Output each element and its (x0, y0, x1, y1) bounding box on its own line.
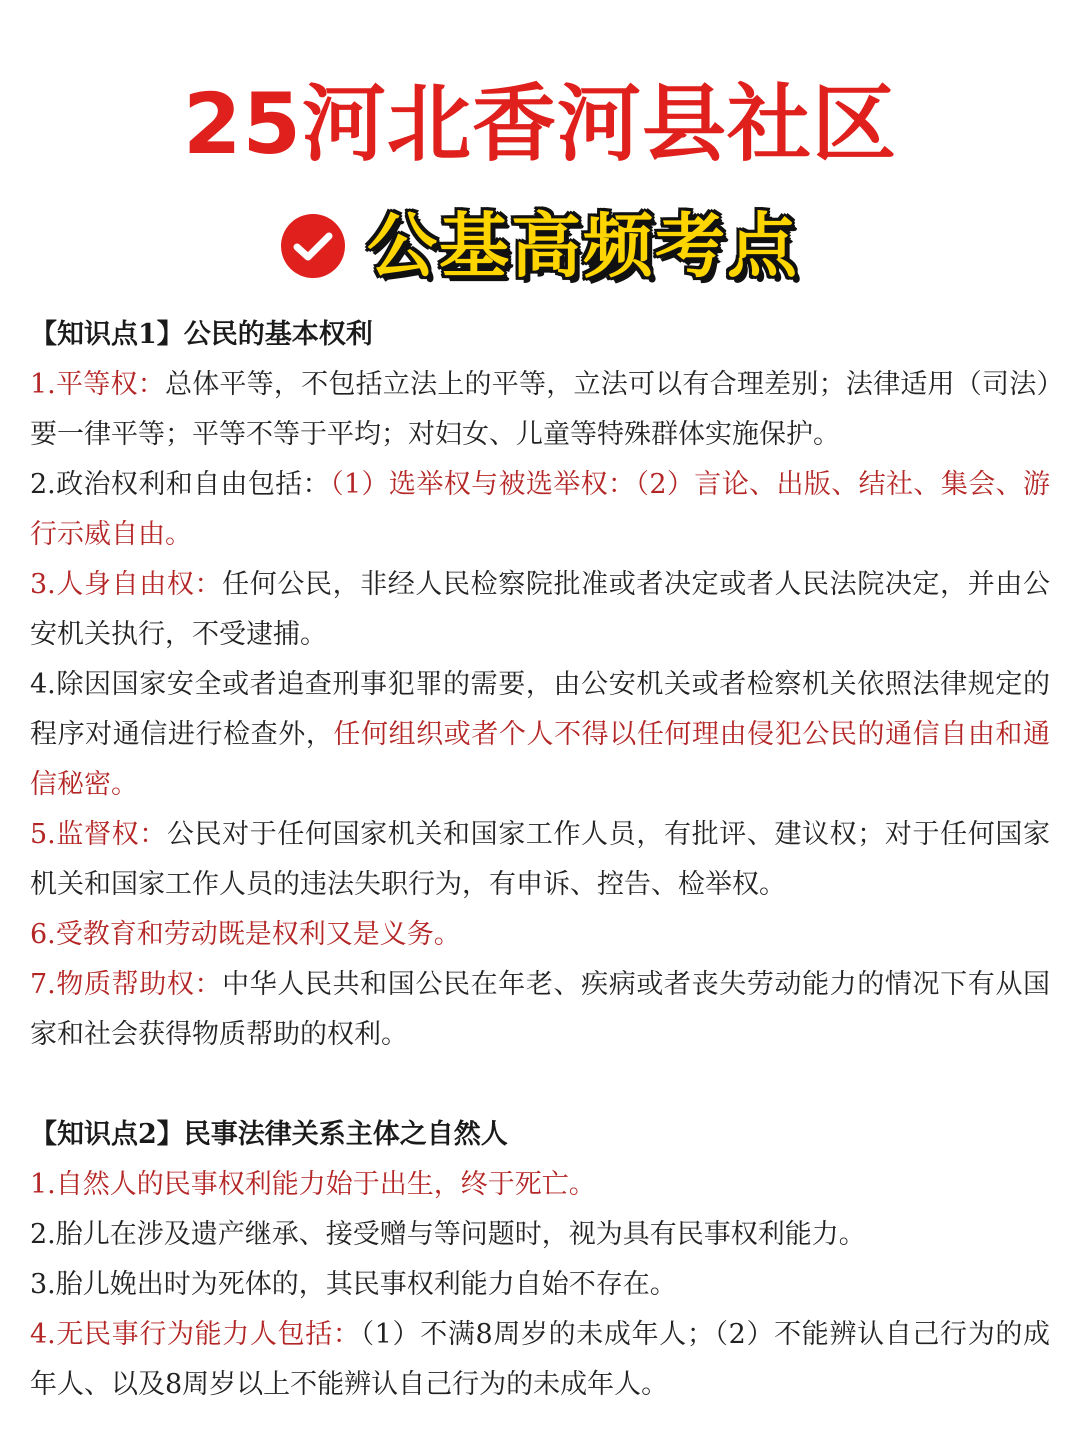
highlight-text: 6.受教育和劳动既是权利又是义务。 (30, 919, 461, 950)
body-text: 公民对于任何国家机关和国家工作人员，有批评、建议权；对于任何国家机关和国家工作人员的违法失职行为，有申诉、控告、检举权。 (30, 819, 1051, 900)
knowledge-item (30, 910, 1050, 960)
subtitle: 公基高频考点 (367, 205, 799, 287)
knowledge-item (30, 460, 1050, 560)
content-body (30, 310, 1050, 1410)
body-text: （1）不满8周岁的未成年人；（2）不能辨认自己行为的成年人、以及8周岁以上不能辨认自己行为的未成年人。 (30, 1319, 1050, 1400)
subtitle-row (0, 196, 1080, 296)
body-text: 中华人民共和国公民在年老、疾病或者丧失劳动能力的情况下有从国家和社会获得物质帮助的权利。 (30, 969, 1051, 1050)
highlight-text: 5.监督权： (30, 819, 167, 850)
highlight-text: 1.自然人的民事权利能力始于出生，终于死亡。 (30, 1169, 596, 1200)
body-text: 4.除因国家安全或者追查刑事犯罪的需要，由公安机关或者检察机关依照法律规定的程序对通信进行检查外， (30, 669, 1050, 750)
body-text: 2.胎儿在涉及遗产继承、接受赠与等问题时，视为具有民事权利能力。 (30, 1219, 866, 1250)
knowledge-item (30, 1260, 1050, 1310)
body-text: 2.政治权利和自由包括： (30, 469, 331, 500)
knowledge-item (30, 560, 1050, 660)
body-text: 总体平等，不包括立法上的平等，立法可以有合理差别；法律适用（司法）要一律平等；平等不等于平均；对妇女、儿童等特殊群体实施保护。 (30, 369, 1051, 450)
check-circle-icon (281, 214, 345, 278)
knowledge-section (30, 1110, 1050, 1410)
highlight-text: 任何组织或者个人不得以任何理由侵犯公民的通信自由和通信秘密。 (30, 719, 1051, 800)
highlight-text: 7.物质帮助权： (30, 969, 223, 1000)
highlight-text: 3.人身自由权： (30, 569, 223, 600)
highlight-text: 1.平等权： (30, 369, 165, 400)
knowledge-item (30, 660, 1050, 810)
body-text: 任何公民，非经人民检察院批准或者决定或者人民法院决定，并由公安机关执行，不受逮捕。 (30, 569, 1051, 650)
highlight-text: （1）选举权与被选举权：（2）言论、出版、结社、集会、游行示威自由。 (30, 469, 1051, 550)
knowledge-item (30, 1310, 1050, 1410)
section-heading: 【知识点2】民事法律关系主体之自然人 (30, 1119, 508, 1150)
highlight-text: 4.无民事行为能力人包括： (30, 1319, 361, 1350)
knowledge-item (30, 1160, 1050, 1210)
knowledge-item (30, 1210, 1050, 1260)
knowledge-section (30, 310, 1050, 1060)
body-text: 3.胎儿娩出时为死体的，其民事权利能力自始不存在。 (30, 1269, 677, 1300)
knowledge-item (30, 960, 1050, 1060)
knowledge-item (30, 810, 1050, 910)
knowledge-item (30, 360, 1050, 460)
section-heading: 【知识点1】公民的基本权利 (30, 319, 373, 350)
page-title: 25河北香河县社区 (183, 75, 897, 173)
